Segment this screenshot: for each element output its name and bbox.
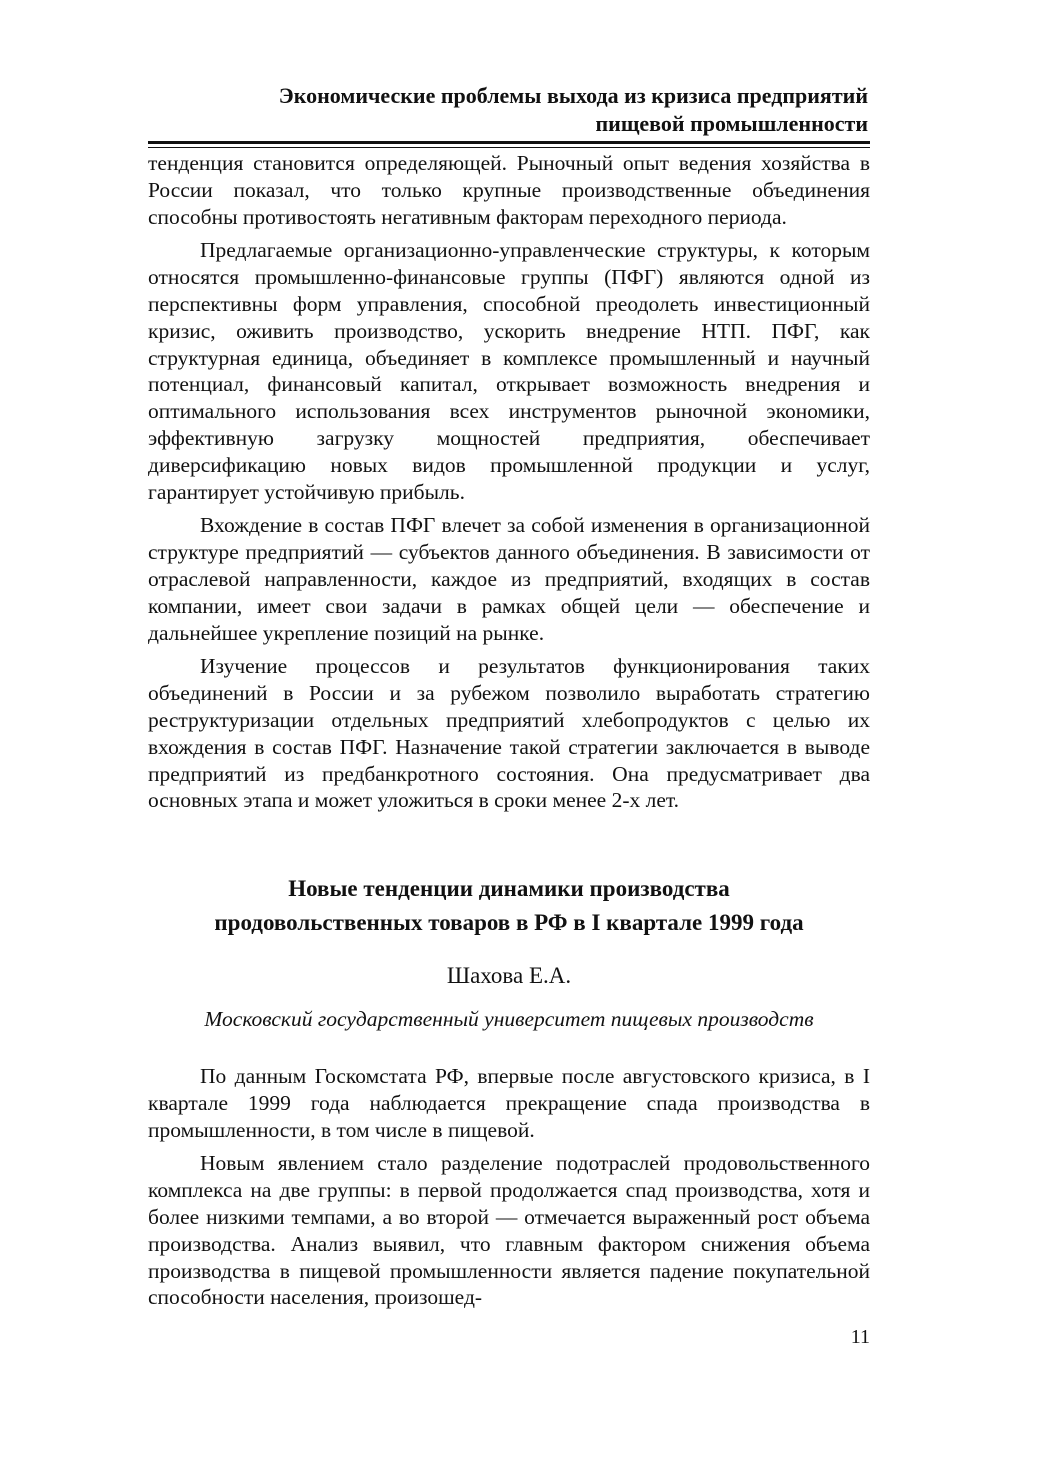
article-title-line-2: продовольственных товаров в РФ в I квартале 1999 года: [214, 910, 804, 935]
header-rule-thin: [148, 147, 870, 148]
paragraph: Вхождение в состав ПФГ влечет за собой изменения в организационной структуре предприятий — субъектов данного объединения. В зависимости от отраслевой направленности, каждое из предприятий, входящих в состав компании, имеет свои задачи в рамках общей цели — обеспечение и дальнейшее укрепление позиций на рынке.: [148, 513, 870, 645]
paragraph: Изучение процессов и результатов функционирования таких объединений в России и за рубежом позволило выработать стратегию реструктуризации отдельных предприятий хлебопродуктов с целью их вхождения в состав ПФГ. Назначение такой стратегии заключается в выводе предприятий из предбанкротного состояния. Она предусматривает два основных этапа и может уложиться в сроки менее 2-х лет.: [148, 654, 870, 813]
paragraph: По данным Госкомстата РФ, впервые после августовского кризиса, в I квартале 1999 года наблюдается прекращение спада производства в промышленности, в том числе в пищевой.: [148, 1064, 870, 1142]
paragraph: Предлагаемые организационно-управленческие структуры, к которым относятся промышленно-финансовые группы (ПФГ) являются одной из перспективны форм управления, способной преодолеть инвестиционный кризис, оживить производство, ускорить внедрение НТП. ПФГ, как структурная единица, объединяет в комплексе промышленный и научный потенциал, финансовый капитал, открывает возможность внедрения и оптимального использования всех инструментов рыночной экономики, эффективную загрузку мощностей предприятия, обеспечивает диверсификацию новых видов промышленной продукции и услуг, гарантирует устойчивую прибыль.: [148, 238, 870, 504]
author: Шахова Е.А.: [446, 963, 572, 988]
header-rule: [148, 141, 870, 144]
article-2-body: [148, 1063, 870, 1311]
paragraph: Новым явлением стало разделение подотраслей продовольственного комплекса на две группы: в первой продолжается спад производства, хотя и более низкими темпами, а во второй — отмечается выраженный рост объема производства. Анализ выявил, что главным фактором снижения объема производства в пищевой промышленности является падение покупательной способности населения, произошед-: [148, 1151, 870, 1310]
page-number: 11: [850, 1326, 870, 1348]
running-header-line-1: Экономические проблемы выхода из кризиса предприятий: [278, 83, 868, 108]
article-title-line-1: Новые тенденции динамики производства: [288, 876, 730, 901]
running-header: [150, 82, 868, 138]
paragraph: тенденция становится определяющей. Рыночный опыт ведения хозяйства в России показал, что только крупные производственные объединения способны противостоять негативным факторам переходного периода.: [148, 151, 870, 229]
article-1-body: [148, 150, 870, 814]
article-title: [148, 872, 870, 940]
affiliation: Московский государственный университет пищевых производств: [204, 1007, 814, 1031]
running-header-line-2: пищевой промышленности: [595, 111, 868, 136]
